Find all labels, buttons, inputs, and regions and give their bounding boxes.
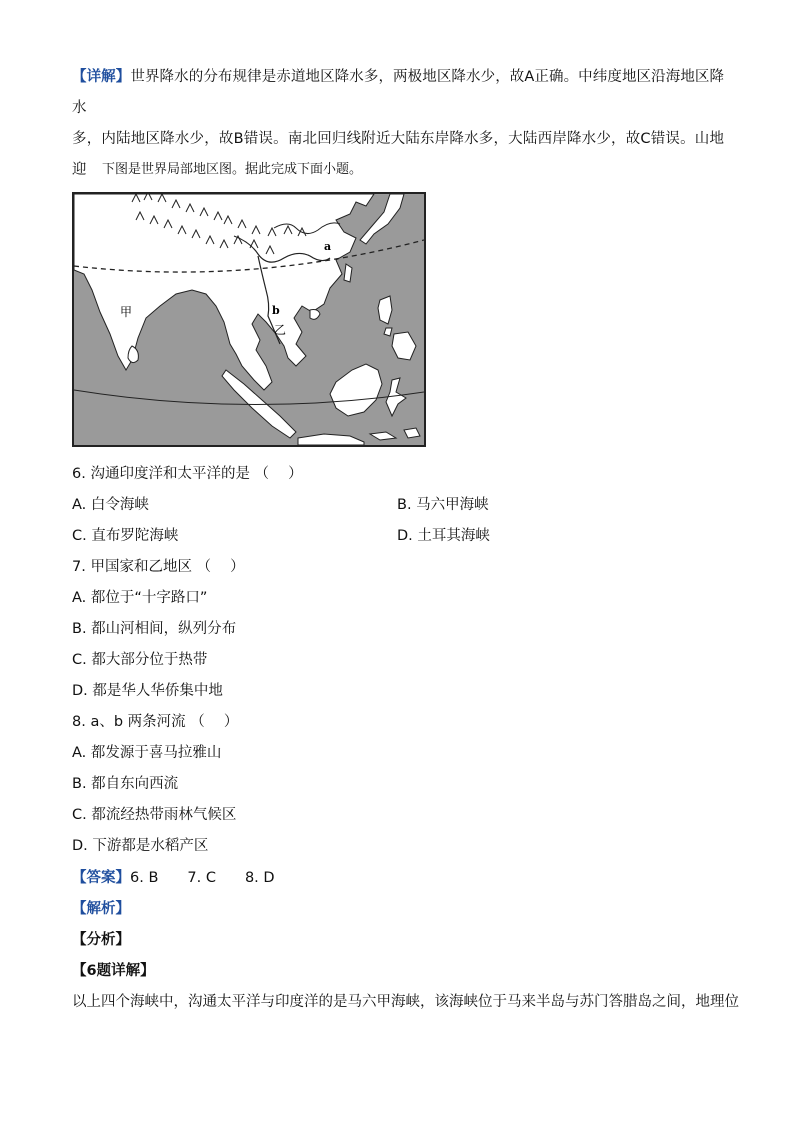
q7-option-c[interactable]: C. 都大部分位于热带 (72, 652, 208, 668)
detail-line-1: 世界降水的分布规律是赤道地区降水多，两极地区降水少，故A正确。中纬度地区沿海地区降水 (72, 69, 724, 116)
q6-option-a[interactable]: A. 白令海峡 (72, 497, 149, 513)
q6-detail-tag: 【6题详解】 (72, 963, 155, 979)
q6-option-d[interactable]: D. 土耳其海峡 (397, 528, 490, 544)
label-b: b (272, 304, 280, 317)
fenxi-tag: 【分析】 (72, 932, 130, 948)
q7-stem: 7. 甲国家和乙地区 （ ） (72, 559, 245, 575)
q8-option-d[interactable]: D. 下游都是水稻产区 (72, 838, 209, 854)
analysis-tag: 【解析】 (72, 901, 130, 917)
q7-option-a[interactable]: A. 都位于“十字路口” (72, 590, 208, 606)
label-a: a (324, 240, 332, 253)
detail-line-2: 多，内陆地区降水少，故B错误。南北回归线附近大陆东岸降水多，大陆西岸降水少，故C错误。山地迎 (72, 131, 724, 178)
q6-option-c[interactable]: C. 直布罗陀海峡 (72, 528, 179, 544)
map-svg (74, 194, 424, 445)
q6-stem: 6. 沟通印度洋和太平洋的是 （ ） (72, 466, 303, 482)
q7-option-d[interactable]: D. 都是华人华侨集中地 (72, 683, 223, 699)
q8-option-c[interactable]: C. 都流经热带雨林气候区 (72, 807, 237, 823)
q8-option-b[interactable]: B. 都自东向西流 (72, 776, 179, 792)
map-intro: 下图是世界局部地区图。据此完成下面小题。 (102, 162, 363, 177)
detail-tag: 【详解】 (72, 69, 131, 85)
q8-option-a[interactable]: A. 都发源于喜马拉雅山 (72, 745, 222, 761)
q6-option-b[interactable]: B. 马六甲海峡 (397, 497, 489, 513)
philippines-islands (384, 328, 392, 336)
world-partial-map (72, 192, 426, 447)
label-yi: 乙 (274, 323, 287, 337)
q6-detail-text: 以上四个海峡中，沟通太平洋与印度洋的是马六甲海峡，该海峡位于马来半岛与苏门答腊岛之间，地理位 (72, 994, 739, 1010)
label-jia: 甲 (120, 305, 133, 319)
taiwan (344, 264, 352, 282)
answer-tag: 【答案】 (72, 870, 130, 886)
answer-line (72, 866, 275, 887)
q8-stem: 8. a、b 两条河流 （ ） (72, 714, 239, 730)
q7-option-b[interactable]: B. 都山河相间，纵列分布 (72, 621, 237, 637)
answer-text: 6. B 7. C 8. D (130, 870, 275, 886)
